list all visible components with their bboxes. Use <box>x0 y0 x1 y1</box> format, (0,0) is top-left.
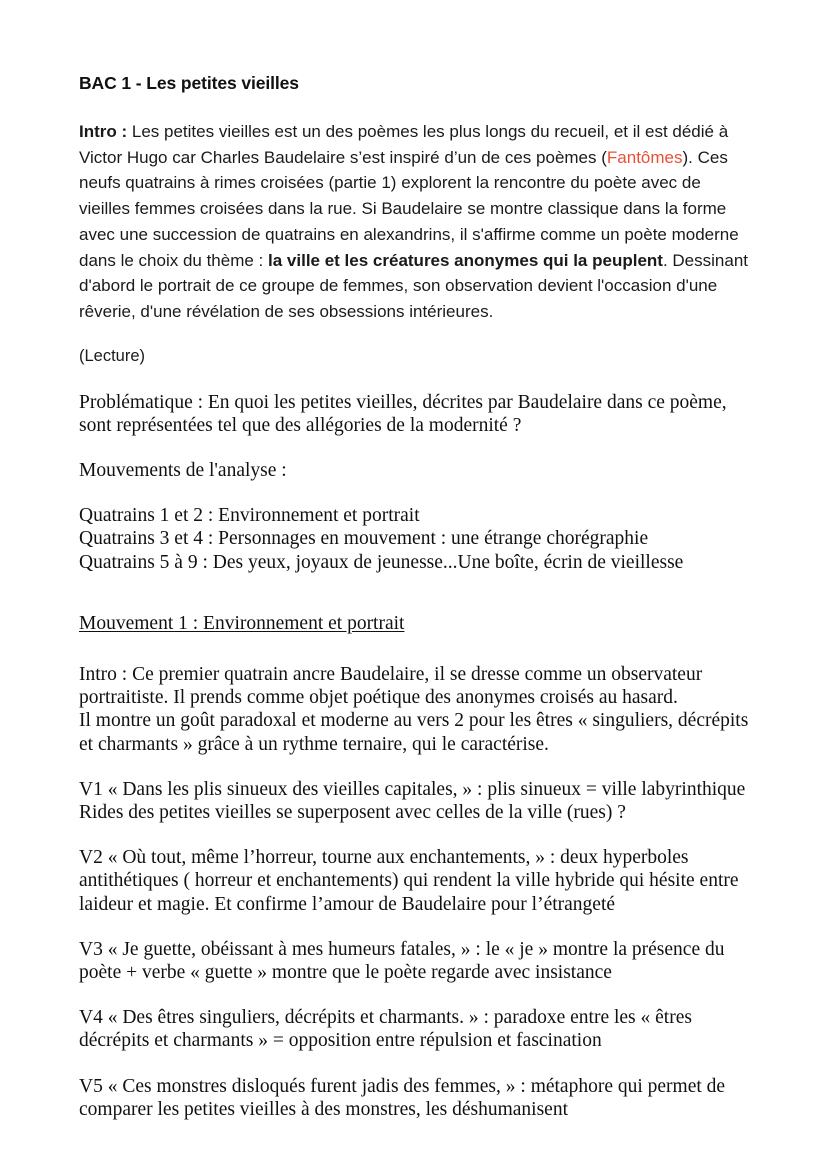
intro-label: Intro : <box>79 122 128 141</box>
verse-v1-line-2: Rides des petites vieilles se superposent avec celles de la ville (rues) ? <box>79 802 626 824</box>
verse-v1 <box>79 778 750 824</box>
list-item: Quatrains 3 et 4 : Personnages en mouvement : une étrange chorégraphie <box>79 528 649 550</box>
list-item: Quatrains 5 à 9 : Des yeux, joyaux de jeunesse...Une boîte, écrin de vieillesse <box>79 551 684 573</box>
mouvement1-intro-line-2: Il montre un goût paradoxal et moderne au vers 2 pour les êtres « singuliers, décrépits et charmants » grâce à un rythme ternaire, qui le caractérise. <box>79 710 749 755</box>
intro-text-part1: Les petites vieilles est un des poèmes les plus longs du recueil, et il est dédié à Victor Hugo car Charles Baudelaire s’est inspiré d’un de ces poèmes ( <box>79 122 729 167</box>
mouvement1-intro <box>79 663 750 756</box>
problematique-paragraph: Problématique : En quoi les petites vieilles, décrites par Baudelaire dans ce poème, sont représentées tel que des allégories de la modernité ? <box>79 391 727 436</box>
verse-v4: V4 « Des êtres singuliers, décrépits et charmants. » : paradoxe entre les « êtres décrépits et charmants » = opposition entre répulsion et fascination <box>79 1007 692 1052</box>
intro-accent-word: Fantômes <box>606 147 683 167</box>
page-title: BAC 1 - Les petites vieilles <box>79 73 299 93</box>
verse-v1-line-1: V1 « Dans les plis sinueux des vieilles capitales, » : plis sinueux = ville labyrinthique <box>79 778 746 800</box>
verse-v5: V5 « Ces monstres disloqués furent jadis des femmes, » : métaphore qui permet de comparer les petites vieilles à des monstres, les déshumanisent <box>79 1075 726 1120</box>
mouvement1-heading-wrap <box>79 612 750 663</box>
intro-text-part3: . Dessinant d'abord le portrait de ce groupe de femmes, son observation devient l'occasion d'une rêverie, d'une révélation de ses obsessions intérieures. <box>79 250 748 321</box>
intro-text-part2: ). Ces neufs quatrains à rimes croisées (partie 1) explorent la rencontre du poète avec de vieilles femmes croisées dans la rue. Si Baudelaire se montre classique dans la forme avec une succession de quatrains en alexandrins, il s'affirme comme un poète moderne dans le choix du thème : <box>79 147 739 270</box>
list-item: Quatrains 1 et 2 : Environnement et portrait <box>79 505 420 527</box>
lecture-note: (Lecture) <box>79 346 146 365</box>
mouvements-label: Mouvements de l'analyse : <box>79 460 287 482</box>
mouvements-list <box>79 504 750 574</box>
section-heading-mouvement-1: Mouvement 1 : Environnement et portrait <box>79 612 405 634</box>
intro-paragraph <box>79 119 750 325</box>
intro-bold-phrase: la ville et les créatures anonymes qui la peuplent <box>268 250 663 270</box>
verse-v2: V2 « Où tout, même l’horreur, tourne aux enchantements, » : deux hyperboles antithétiques ( horreur et enchantements) qui rendent la ville hybride qui hésite entre laideur et magie. Et confirme l’amour de Baudelaire pour l’étrangeté <box>79 847 739 915</box>
mouvement1-intro-line-1: Intro : Ce premier quatrain ancre Baudelaire, il se dresse comme un observateur portraitiste. Il prends comme objet poétique des anonymes croisés au hasard. <box>79 664 703 709</box>
verse-v3: V3 « Je guette, obéissant à mes humeurs fatales, » : le « je » montre la présence du poète + verbe « guette » montre que le poète regarde avec insistance <box>79 938 725 984</box>
